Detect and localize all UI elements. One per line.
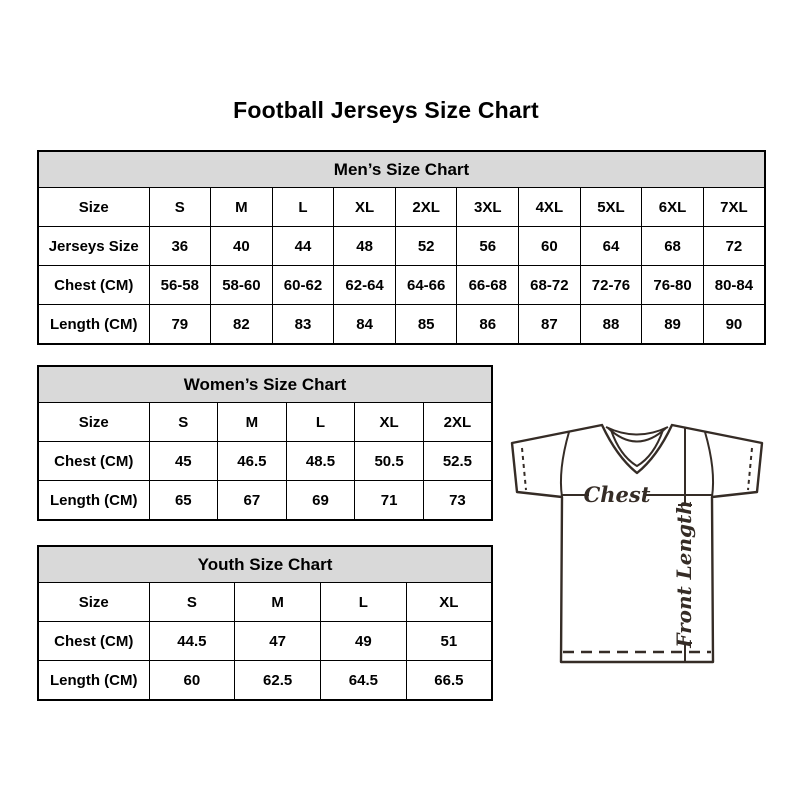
table-row [38,661,492,701]
table-cell: 44 [272,227,334,266]
row-label: Length (CM) [38,481,149,521]
row-label: Chest (CM) [38,266,149,305]
table-cell: 60 [149,661,235,701]
table-cell: M [211,188,273,227]
table-cell: 88 [580,305,642,345]
table-cell: 67 [218,481,287,521]
table-cell: 69 [286,481,355,521]
table-row [38,403,492,442]
row-label: Size [38,583,149,622]
jersey-measurement-diagram [505,412,769,672]
table-row [38,481,492,521]
table-cell: S [149,583,235,622]
table-cell: 66-68 [457,266,519,305]
table-cell: 2XL [423,403,492,442]
table-cell: 5XL [580,188,642,227]
table-cell: 60 [519,227,581,266]
row-label: Size [38,188,149,227]
table-cell: 76-80 [642,266,704,305]
table-cell: L [321,583,407,622]
table-cell: 83 [272,305,334,345]
youth-size-table [37,545,493,701]
table-cell: 3XL [457,188,519,227]
table-cell: 49 [321,622,407,661]
row-label: Chest (CM) [38,442,149,481]
table-cell: 51 [406,622,492,661]
page-title: Football Jerseys Size Chart [233,97,539,123]
table-cell: 7XL [703,188,765,227]
row-label: Length (CM) [38,661,149,701]
table-cell: 89 [642,305,704,345]
table-cell: 82 [211,305,273,345]
row-label: Chest (CM) [38,622,149,661]
mens-size-table [37,150,766,345]
table-cell: 48 [334,227,396,266]
mens-table-header: Men’s Size Chart [38,151,765,188]
row-label: Jerseys Size [38,227,149,266]
table-cell: 56 [457,227,519,266]
table-cell: 62.5 [235,661,321,701]
jersey-outline-icon [505,412,769,672]
table-cell: 46.5 [218,442,287,481]
table-row [38,305,765,345]
table-cell: 87 [519,305,581,345]
table-cell: 71 [355,481,424,521]
table-cell: S [149,188,211,227]
table-cell: 50.5 [355,442,424,481]
row-label: Length (CM) [38,305,149,345]
table-cell: 68 [642,227,704,266]
table-cell: 62-64 [334,266,396,305]
table-cell: 60-62 [272,266,334,305]
table-row [38,442,492,481]
table-cell: 64-66 [395,266,457,305]
table-cell: M [235,583,321,622]
womens-table-header: Women’s Size Chart [38,366,492,403]
table-cell: L [286,403,355,442]
table-cell: L [272,188,334,227]
table-cell: 66.5 [406,661,492,701]
table-cell: 73 [423,481,492,521]
table-cell: 68-72 [519,266,581,305]
table-cell: 2XL [395,188,457,227]
table-cell: M [218,403,287,442]
chest-measure-label: Chest [583,482,651,507]
table-cell: 4XL [519,188,581,227]
table-cell: 64.5 [321,661,407,701]
table-cell: 36 [149,227,211,266]
table-cell: 86 [457,305,519,345]
table-cell: XL [355,403,424,442]
table-cell: 45 [149,442,218,481]
table-cell: 85 [395,305,457,345]
table-cell: 48.5 [286,442,355,481]
table-cell: 65 [149,481,218,521]
table-cell: 56-58 [149,266,211,305]
table-row [38,583,492,622]
table-cell: 44.5 [149,622,235,661]
table-row [38,188,765,227]
youth-table-header: Youth Size Chart [38,546,492,583]
table-cell: XL [406,583,492,622]
table-cell: 47 [235,622,321,661]
table-cell: 72-76 [580,266,642,305]
table-cell: 80-84 [703,266,765,305]
table-cell: 79 [149,305,211,345]
table-cell: 52.5 [423,442,492,481]
table-cell: 52 [395,227,457,266]
table-cell: 40 [211,227,273,266]
table-cell: 64 [580,227,642,266]
table-cell: 6XL [642,188,704,227]
table-cell: S [149,403,218,442]
front-length-measure-label: Front Length [672,500,696,648]
table-cell: 72 [703,227,765,266]
table-cell: XL [334,188,396,227]
womens-size-table [37,365,493,521]
table-row [38,227,765,266]
table-cell: 84 [334,305,396,345]
table-row [38,266,765,305]
table-cell: 90 [703,305,765,345]
row-label: Size [38,403,149,442]
table-cell: 58-60 [211,266,273,305]
table-row [38,622,492,661]
